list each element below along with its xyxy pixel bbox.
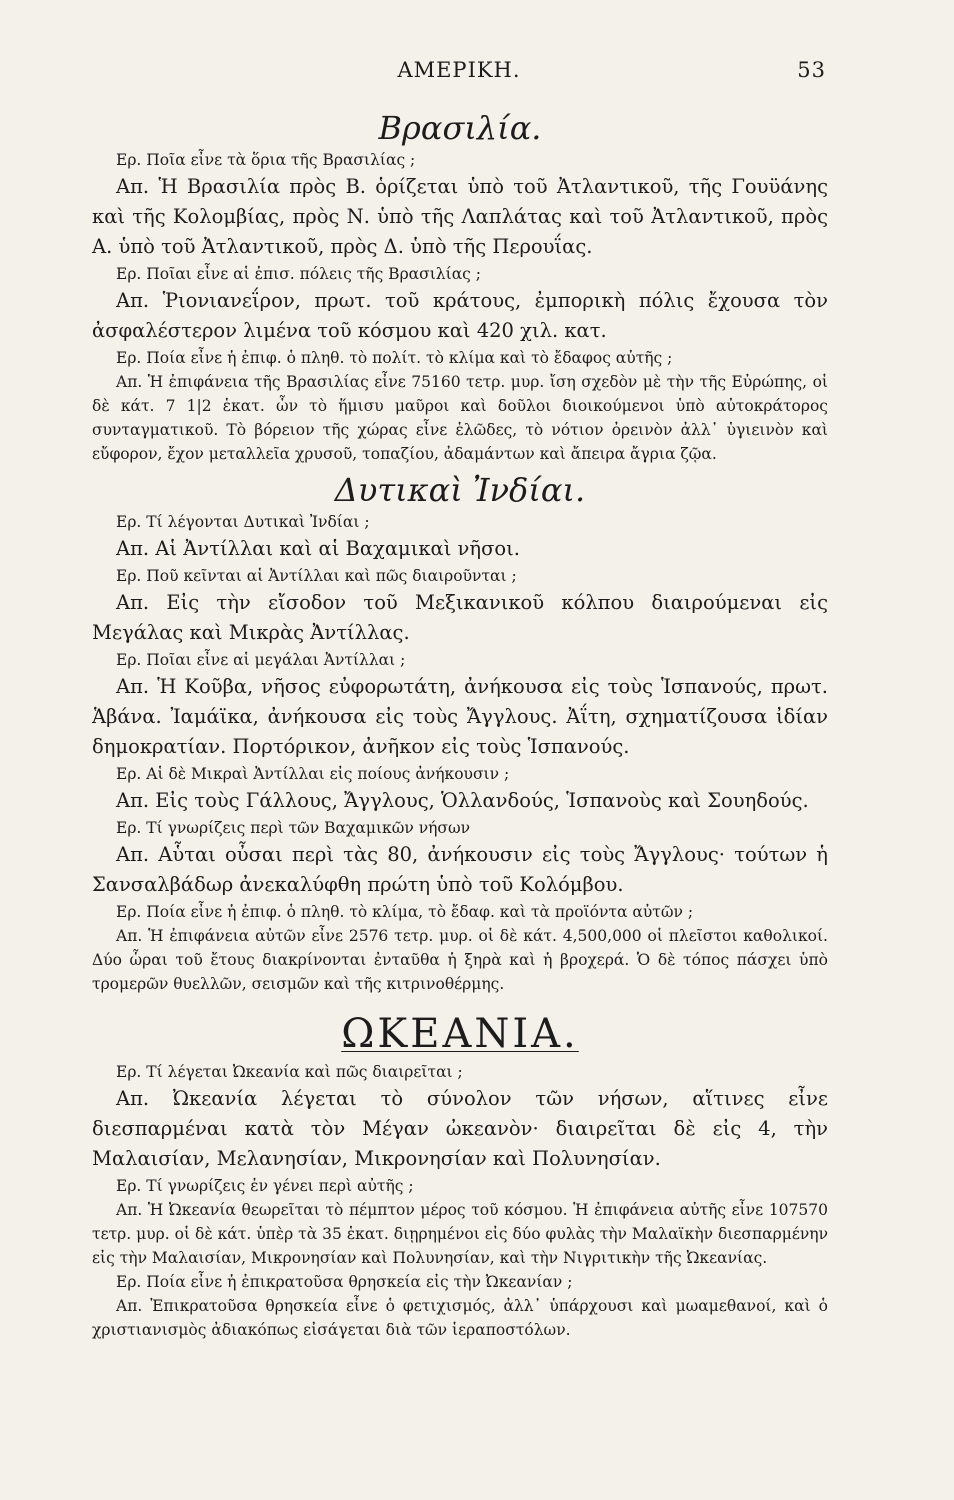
section-heading-brazil: Βρασιλία.: [378, 109, 542, 147]
question: Ερ. Ποία εἶνε ἡ ἐπιφ. ὁ πληθ. τὸ πολίτ. τὸ κλίμα καὶ τὸ ἔδαφος αὐτῆς ;: [116, 349, 673, 367]
page-number: 53: [797, 58, 826, 82]
answer: Απ. Εἰς τὴν εἴσοδον τοῦ Μεξικανικοῦ κόλπου διαιρούμεναι εἰς Μεγάλας καὶ Μικρὰς Ἀντίλλας.: [92, 591, 828, 644]
page-body: [92, 108, 828, 1342]
question: Ερ. Τί λέγεται Ὠκεανία καὶ πῶς διαιρεῖται ;: [116, 1063, 463, 1081]
answer: Απ. Ἐπικρατοῦσα θρησκεία εἶνε ὁ φετιχισμός, ἀλλ᾽ ὑπάρχουσι καὶ μωαμεθανοί, καὶ ὁ χριστιανισμὸς ἀδιακόπως εἰσάγεται διὰ τῶν ἱεραποστόλων.: [92, 1297, 828, 1339]
question: Ερ. Τί γνωρίζεις περὶ τῶν Βαχαμικῶν νήσων: [116, 819, 471, 837]
question: Ερ. Ποία εἶνε ἡ ἐπιφ. ὁ πληθ. τὸ κλίμα, τὸ ἔδαφ. καὶ τὰ προϊόντα αὐτῶν ;: [116, 903, 694, 921]
question: Ερ. Τί λέγονται Δυτικαὶ Ἰνδίαι ;: [116, 513, 370, 531]
question: Ερ. Ποῖαι εἶνε αἱ ἐπισ. πόλεις τῆς Βρασιλίας ;: [116, 265, 482, 283]
answer: Απ. Ἡ ἐπιφάνεια αὐτῶν εἶνε 2576 τετρ. μυρ. οἱ δὲ κάτ. 4,500,000 οἱ πλεῖστοι καθολικοί. Δύο ὧραι τοῦ ἔτους διακρίνονται ἐνταῦθα ἡ ξηρὰ καὶ ἡ βροχερά. Ὁ δὲ τόπος πάσχει ὑπὸ τρομερῶν θυελλῶν, σεισμῶν καὶ τῆς κιτρινοθέρμης.: [92, 927, 828, 993]
answer: Απ. Ἡ Βρασιλία πρὸς Β. ὁρίζεται ὑπὸ τοῦ Ἀτλαντικοῦ, τῆς Γουϋάνης καὶ τῆς Κολομβίας, πρὸς Ν. ὑπὸ τῆς Λαπλάτας καὶ τοῦ Ἀτλαντικοῦ, πρὸς Α. ὑπὸ τοῦ Ἀτλαντικοῦ, πρὸς Δ. ὑπὸ τῆς Περουΐας.: [92, 175, 828, 258]
answer: Απ. Αὗται οὖσαι περὶ τὰς 80, ἀνήκουσιν εἰς τοὺς Ἄγγλους· τούτων ἡ Σανσαλβάδωρ ἀνεκαλύφθη πρώτη ὑπὸ τοῦ Κολόμβου.: [92, 843, 828, 896]
answer: Απ. Ἡ ἐπιφάνεια τῆς Βρασιλίας εἶνε 75160 τετρ. μυρ. ἴση σχεδὸν μὲ τὴν τῆς Εὐρώπης, οἱ δὲ κάτ. 7 1|2 ἑκατ. ὧν τὸ ἥμισυ μαῦροι καὶ δοῦλοι διοικούμενοι ὑπὸ αὐτοκράτορος συνταγματικοῦ. Τὸ βόρειον τῆς χώρας εἶνε ἑλῶδες, τὸ νότιον ὀρεινὸν ἀλλ᾽ ὑγιεινὸν καὶ εὔφορον, ἔχον μεταλλεῖα χρυσοῦ, τοπαζίου, ἀδαμάντων καὶ ἄπειρα ἄγρια ζῷα.: [92, 373, 828, 463]
section-heading-west-indies: Δυτικαὶ Ἰνδίαι.: [334, 471, 586, 509]
question: Ερ. Ποῖαι εἶνε αἱ μεγάλαι Ἀντίλλαι ;: [116, 651, 406, 669]
answer: Απ. Ὠκεανία λέγεται τὸ σύνολον τῶν νήσων, αἵτινες εἶνε διεσπαρμέναι κατὰ τὸν Μέγαν ὠκεανὸν· διαιρεῖται δὲ εἰς 4, τὴν Μαλαισίαν, Μελανησίαν, Μικρονησίαν καὶ Πολυνησίαν.: [92, 1087, 828, 1170]
question: Ερ. Ποῖα εἶνε τὰ ὅρια τῆς Βρασιλίας ;: [116, 151, 416, 169]
answer: Απ. Εἰς τοὺς Γάλλους, Ἄγγλους, Ὁλλανδούς, Ἱσπανοὺς καὶ Σουηδούς.: [116, 789, 809, 812]
running-header: [92, 58, 826, 88]
answer: Απ. Ἡ Κοῦβα, νῆσος εὐφορωτάτη, ἀνήκουσα εἰς τοὺς Ἱσπανούς, πρωτ. Ἁβάνα. Ἰαμάϊκα, ἀνήκουσα εἰς τοὺς Ἄγγλους. Ἀΐτη, σχηματίζουσα ἰδίαν δημοκρατίαν. Πορτόρικον, ἀνῆκον εἰς τοὺς Ἱσπανούς.: [92, 675, 828, 758]
answer: Απ. Ἡ Ὠκεανία θεωρεῖται τὸ πέμπτον μέρος τοῦ κόσμου. Ἡ ἐπιφάνεια αὐτῆς εἶνε 107570 τετρ. μυρ. οἱ δὲ κάτ. ὑπὲρ τὰ 35 ἑκατ. διῃρημένοι εἰς δύο φυλὰς τὴν Μαλαϊκὴν διεσπαρμένην εἰς τὴν Μαλαισίαν, Μικρονησίαν καὶ Πολυνησίαν, καὶ τὴν Νιγριτικὴν τῆς Ὠκεανίας.: [92, 1201, 828, 1267]
question: Ερ. Ποῦ κεῖνται αἱ Ἀντίλλαι καὶ πῶς διαιροῦνται ;: [116, 567, 517, 585]
answer: Απ. Ῥιονιανεΐρον, πρωτ. τοῦ κράτους, ἐμπορικὴ πόλις ἔχουσα τὸν ἀσφαλέστερον λιμένα τοῦ κόσμου καὶ 420 χιλ. κατ.: [92, 289, 828, 342]
running-title: ΑΜΕΡΙΚΗ.: [397, 58, 521, 82]
answer: Απ. Αἱ Ἀντίλλαι καὶ αἱ Βαχαμικαὶ νῆσοι.: [116, 537, 520, 560]
section-heading-oceania: ΩΚΕΑΝΙΑ.: [341, 1011, 579, 1057]
question: Ερ. Ποία εἶνε ἡ ἐπικρατοῦσα θρησκεία εἰς τὴν Ὠκεανίαν ;: [116, 1273, 573, 1291]
question: Ερ. Αἱ δὲ Μικραὶ Ἀντίλλαι εἰς ποίους ἀνήκουσιν ;: [116, 765, 510, 783]
question: Ερ. Τί γνωρίζεις ἐν γένει περὶ αὐτῆς ;: [116, 1177, 414, 1195]
